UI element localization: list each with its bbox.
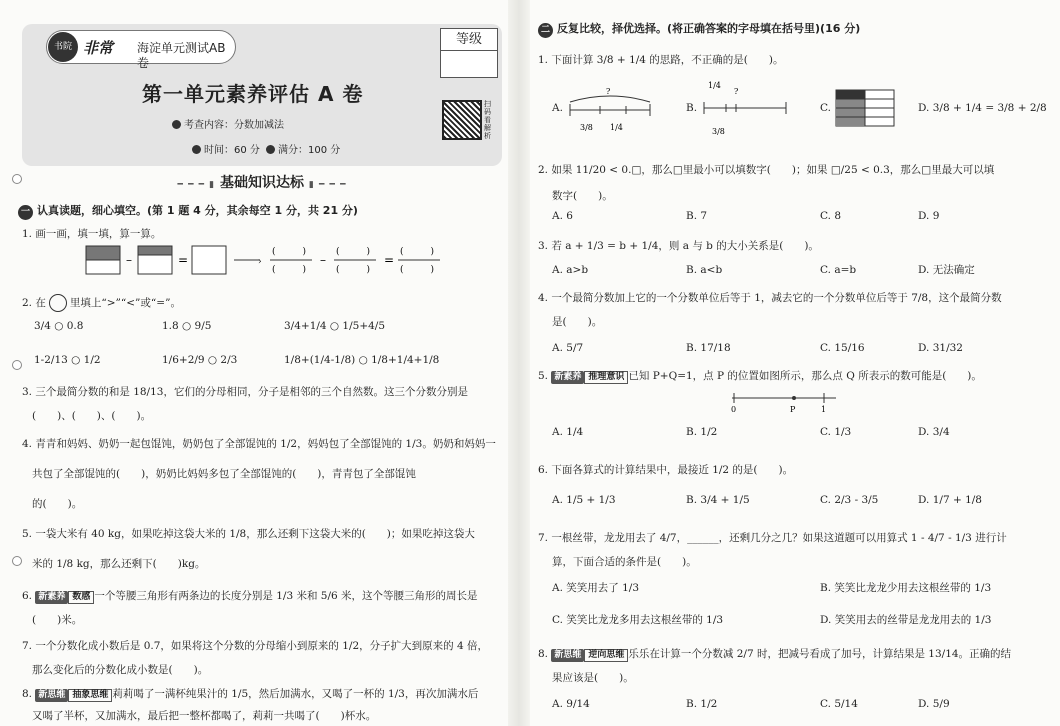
question-7-line2[interactable]: 那么变化后的分数化成小数是( )。 <box>32 664 209 676</box>
q3-option-c[interactable]: C. a=b <box>820 264 857 276</box>
q2-option-a[interactable]: A. 6 <box>552 210 573 222</box>
exam-header <box>22 24 502 166</box>
q2-option-b[interactable]: B. 7 <box>686 210 708 222</box>
svg-text:=: = <box>384 253 395 267</box>
q1-option-b[interactable]: B. <box>686 102 698 114</box>
q5-option-b[interactable]: B. 1/2 <box>686 426 718 438</box>
question-8: 8. 新思维 抽象思维 莉莉喝了一满杯纯果汁的 1/5，然后加满水，又喝了一杯的 1/3，再次加满水后 <box>22 688 478 702</box>
grade-box <box>440 28 498 78</box>
q4-option-d[interactable]: D. 31/32 <box>918 342 963 354</box>
publisher-logo: 书院 <box>48 32 78 62</box>
q1-c-grid-diagram <box>834 88 896 128</box>
question-5-line2[interactable]: 米的 1/8 kg，那么还剩下( )kg。 <box>32 558 206 570</box>
q2-item[interactable]: 1.8 ○ 9/5 <box>162 320 212 332</box>
svg-text:( ): ( ) <box>272 265 307 275</box>
right-page <box>532 8 1047 720</box>
q4-option-c[interactable]: C. 15/16 <box>820 342 865 354</box>
part2-heading: 二 反复比较，择优选择。(将正确答案的字母填在括号里)(16 分) <box>538 22 860 38</box>
question-3: 3. 三个最简分数的和是 18/13，它们的分母相同，分子是相邻的三个自然数。这三个分数分别是 <box>22 386 468 398</box>
time-line: 时间：60 分 <box>192 145 260 158</box>
q7-option-b[interactable]: B. 笑笑比龙龙少用去这根丝带的 1/3 <box>820 582 992 594</box>
q7-option-a[interactable]: A. 笑笑用去了 1/3 <box>552 582 639 594</box>
series-name: 海淀单元测试AB卷 <box>137 41 226 70</box>
question-r4-line2[interactable]: 是( )。 <box>552 316 603 328</box>
question-r2: 2. 如果 11/20 < 0.□，那么□里最小可以填数字( )；如果 □/25 < 0.3，那么□里最大可以填 <box>538 164 995 176</box>
binding-hole <box>12 174 22 184</box>
skill-tag: 抽象思维 <box>68 689 112 702</box>
question-r7: 7. 一根丝带，龙龙用去了 4/7，______，还剩几分之几？如果这道题可以用算式 1 - 4/7 - 1/3 进行计 <box>538 532 1007 544</box>
q7-option-d[interactable]: D. 笑笑用去的丝带是龙龙用去的 1/3 <box>820 614 992 626</box>
q3-option-d[interactable]: D. 无法确定 <box>918 264 975 276</box>
question-r8-line2[interactable]: 果应该是( )。 <box>552 672 634 684</box>
question-r6: 6. 下面各算式的计算结果中，最接近 1/2 的是( )。 <box>538 464 794 476</box>
svg-text:( ): ( ) <box>400 247 435 257</box>
q7-option-c[interactable]: C. 笑笑比龙龙多用去这根丝带的 1/3 <box>552 614 724 626</box>
question-4-line2[interactable]: 共包了全部馄饨的( )，奶奶比妈妈多包了全部馄饨的( )，青青包了全部馄饨 <box>32 468 416 480</box>
svg-text:1: 1 <box>821 405 827 414</box>
svg-text:?: ? <box>734 87 739 96</box>
svg-text:( ): ( ) <box>272 247 307 257</box>
svg-text:0: 0 <box>731 405 737 414</box>
new-thinking-tag: 新思维 <box>551 649 584 662</box>
q8-option-b[interactable]: B. 1/2 <box>686 698 718 710</box>
q2-option-c[interactable]: C. 8 <box>820 210 842 222</box>
skill-tag: 逆向思维 <box>584 649 628 662</box>
q6-option-a[interactable]: A. 1/5 + 1/3 <box>552 494 616 506</box>
svg-text:3/8: 3/8 <box>580 123 593 132</box>
q1-b-segment-diagram <box>702 78 792 142</box>
question-r2-line2[interactable]: 数字( )。 <box>552 190 613 202</box>
svg-text:–: – <box>320 253 326 267</box>
svg-text:3/8: 3/8 <box>712 127 725 136</box>
qr-code[interactable] <box>442 100 482 140</box>
q2-item[interactable]: 1-2/13 ○ 1/2 <box>34 354 101 366</box>
question-r1: 1. 下面计算 3/8 + 1/4 的思路，不正确的是( )。 <box>538 54 784 66</box>
svg-text:=: = <box>178 253 189 267</box>
svg-text:?: ? <box>606 87 611 96</box>
q5-option-c[interactable]: C. 1/3 <box>820 426 852 438</box>
svg-text:1/4: 1/4 <box>610 123 623 132</box>
question-r8: 8. 新思维 逆向思维 乐乐在计算一个分数减 2/7 时，把减号看成了加号，计算结果是 13/14。正确的结 <box>538 648 1011 662</box>
section-title: ━ ━ ━ ▮ 基础知识达标 ▮ ━ ━ ━ <box>177 175 347 191</box>
q1-option-a[interactable]: A. <box>552 102 563 114</box>
content-line: 考查内容：分数加减法 <box>172 120 284 133</box>
q3-option-a[interactable]: A. a>b <box>552 264 589 276</box>
q4-option-b[interactable]: B. 17/18 <box>686 342 731 354</box>
score-line: 满分：100 分 <box>266 145 340 158</box>
svg-text:( ): ( ) <box>400 265 435 275</box>
clock-icon <box>192 145 201 154</box>
search-icon <box>172 120 181 129</box>
part1-heading: 一 认真读题，细心填空。(第 1 题 4 分，其余每空 1 分，共 21 分) <box>18 204 358 220</box>
svg-text:1/4: 1/4 <box>708 81 721 90</box>
question-r3: 3. 若 a + 1/3 = b + 1/4，则 a 与 b 的大小关系是( )。 <box>538 240 819 252</box>
svg-text:( ): ( ) <box>336 265 371 275</box>
grade-label: 等级 <box>441 29 497 51</box>
question-6: 6. 新素养 数感 一个等腰三角形有两条边的长度分别是 1/3 米和 5/6 米，这个等腰三角形的周长是 <box>22 590 478 604</box>
page-title: 第一单元素养评估 A 卷 <box>142 82 364 106</box>
binding-hole <box>12 556 22 566</box>
question-r7-line2[interactable]: 算，下面合适的条件是( )。 <box>552 556 697 568</box>
question-5: 5. 一袋大米有 40 kg，如果吃掉这袋大米的 1/8，那么还剩下这袋大米的( )；如果吃掉这袋大 <box>22 528 475 540</box>
question-8-line2[interactable]: 又喝了半杯，又加满水，最后把一整杯都喝了，莉莉一共喝了( )杯水。 <box>32 710 377 722</box>
q2-item[interactable]: 1/6+2/9 ○ 2/3 <box>162 354 238 366</box>
q1-option-c[interactable]: C. <box>820 102 831 114</box>
question-6-line2[interactable]: ( )米。 <box>32 614 83 626</box>
brand-pill <box>46 30 236 70</box>
new-literacy-tag: 新素养 <box>551 371 584 384</box>
q6-option-d[interactable]: D. 1/7 + 1/8 <box>918 494 982 506</box>
q4-option-a[interactable]: A. 5/7 <box>552 342 584 354</box>
q5-option-a[interactable]: A. 1/4 <box>552 426 584 438</box>
q5-option-d[interactable]: D. 3/4 <box>918 426 950 438</box>
question-1: 1. 画一画，填一填，算一算。 <box>22 228 162 240</box>
question-4: 4. 青青和妈妈、奶奶一起包馄饨，奶奶包了全部馄饨的 1/2，妈妈包了全部馄饨的 1/3。奶奶和妈妈一 <box>22 438 496 450</box>
question-4-line3[interactable]: 的( )。 <box>32 498 83 510</box>
question-r5: 5. 新素养 推理意识 已知 P+Q=1，点 P 的位置如图所示，那么点 Q 所表示的数可能是( )。 <box>538 370 982 384</box>
question-2: 2. 在 里填上“>”“<”或“=”。 <box>22 294 181 312</box>
page-fold <box>508 0 530 726</box>
q6-option-b[interactable]: B. 3/4 + 1/5 <box>686 494 750 506</box>
question-3-blanks[interactable]: ( )、( )、( )。 <box>32 410 152 422</box>
q5-number-line <box>728 388 848 414</box>
skill-tag: 数感 <box>68 591 94 604</box>
answer-circle[interactable] <box>49 294 67 312</box>
brand-name: 非常 <box>83 39 114 57</box>
q8-option-a[interactable]: A. 9/14 <box>552 698 590 710</box>
svg-text:›: › <box>258 257 262 267</box>
check-icon <box>266 145 275 154</box>
question-7: 7. 一个分数化成小数后是 0.7，如果将这个分数的分母缩小到原来的 1/2，分子扩大到原来的 4 倍， <box>22 640 488 652</box>
q2-item[interactable]: 1/8+(1/4-1/8) ○ 1/8+1/4+1/8 <box>284 354 440 366</box>
svg-text:( ): ( ) <box>336 247 371 257</box>
skill-tag: 推理意识 <box>584 371 628 384</box>
q1-diagram <box>82 242 502 278</box>
q1-a-segment-diagram <box>566 84 656 140</box>
svg-text:–: – <box>126 253 132 267</box>
q2-option-d[interactable]: D. 9 <box>918 210 940 222</box>
new-literacy-tag: 新素养 <box>35 591 68 604</box>
qr-note: 扫码看解析 <box>484 100 491 140</box>
new-thinking-tag: 新思维 <box>35 689 68 702</box>
svg-text:P: P <box>790 405 796 414</box>
q2-item[interactable]: 3/4+1/4 ○ 1/5+4/5 <box>284 320 386 332</box>
binding-hole <box>12 360 22 370</box>
q6-option-c[interactable]: C. 2/3 - 3/5 <box>820 494 879 506</box>
q3-option-b[interactable]: B. a<b <box>686 264 723 276</box>
q8-option-d[interactable]: D. 5/9 <box>918 698 950 710</box>
q1-option-d[interactable]: D. 3/8 + 1/4 = 3/8 + 2/8 <box>918 102 1047 114</box>
q2-item[interactable]: 3/4 ○ 0.8 <box>34 320 84 332</box>
left-page <box>12 8 507 720</box>
q8-option-c[interactable]: C. 5/14 <box>820 698 858 710</box>
question-r4: 4. 一个最简分数加上它的一个分数单位后等于 1，减去它的一个分数单位后等于 7/8，这个最简分数 <box>538 292 1002 304</box>
